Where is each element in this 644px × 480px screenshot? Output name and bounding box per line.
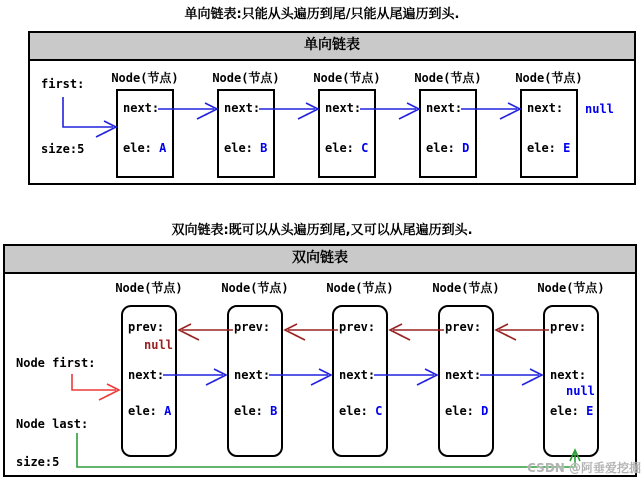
doubly-node-4 <box>438 305 494 457</box>
singly-node-1 <box>116 89 174 178</box>
ele-field: ele: E <box>550 404 594 418</box>
prev-field: prev: <box>339 320 376 334</box>
ele-value: B <box>260 141 268 155</box>
ele-value: A <box>159 141 167 155</box>
singly-node-3 <box>318 89 376 178</box>
singly-list-panel <box>28 31 636 185</box>
next-field: next: <box>325 101 362 115</box>
ele-field: ele: C <box>339 404 383 418</box>
ele-value: A <box>164 404 172 418</box>
next-field: next: <box>339 368 376 382</box>
node-title: Node(节点) <box>537 281 605 295</box>
node-first-label: Node first: <box>16 356 96 370</box>
singly-panel-title: 单向链表 <box>30 33 634 61</box>
singly-node-2 <box>217 89 275 178</box>
doubly-caption: 双向链表:既可以从头遍历到尾,又可以从尾遍历到头. <box>171 223 473 238</box>
node-title: Node(节点) <box>111 71 179 85</box>
ele-value: E <box>586 404 594 418</box>
next-field: next: <box>234 368 271 382</box>
ele-field: ele: B <box>224 141 268 155</box>
node-title: Node(节点) <box>212 71 280 85</box>
next-field: next: <box>426 101 463 115</box>
next-field: next: <box>550 368 587 382</box>
ele-field: ele: D <box>445 404 489 418</box>
node-title: Node(节点) <box>313 71 381 85</box>
singly-node-5 <box>520 89 578 178</box>
first-pointer-label: first: <box>41 77 85 91</box>
singly-node-4 <box>419 89 477 178</box>
ele-field: ele: A <box>123 141 167 155</box>
doubly-panel-title: 双向链表 <box>5 246 635 274</box>
doubly-node-3 <box>332 305 388 457</box>
prev-field: prev: <box>445 320 482 334</box>
doubly-node-1 <box>121 305 177 457</box>
size-label: size:5 <box>41 142 85 156</box>
csdn-watermark: CSDN @阿垂爱挖掘 <box>527 461 641 475</box>
size-label: size:5 <box>16 455 60 469</box>
next-field: next: <box>128 368 165 382</box>
ele-value: B <box>270 404 278 418</box>
ele-field: ele: E <box>527 141 571 155</box>
node-title: Node(节点) <box>115 281 183 295</box>
ele-value: D <box>481 404 489 418</box>
node-title: Node(节点) <box>326 281 394 295</box>
node-title: Node(节点) <box>414 71 482 85</box>
doubly-node-5 <box>543 305 599 457</box>
doubly-list-panel <box>3 244 637 477</box>
prev-field: prev: <box>128 320 165 334</box>
prev-field: prev: <box>550 320 587 334</box>
next-field: next: <box>527 101 564 115</box>
singly-caption: 单向链表:只能从头遍历到尾/只能从尾遍历到头. <box>184 7 460 22</box>
next-field: next: <box>224 101 261 115</box>
ele-field: ele: C <box>325 141 369 155</box>
ele-field: ele: A <box>128 404 172 418</box>
prev-field: prev: <box>234 320 271 334</box>
ele-value: D <box>462 141 470 155</box>
ele-field: ele: D <box>426 141 470 155</box>
node-title: Node(节点) <box>515 71 583 85</box>
ele-field: ele: B <box>234 404 278 418</box>
next-field: next: <box>445 368 482 382</box>
ele-value: C <box>375 404 383 418</box>
ele-value: E <box>563 141 571 155</box>
node-title: Node(节点) <box>221 281 289 295</box>
next-field: next: <box>123 101 160 115</box>
tail-null-label: null <box>585 102 614 116</box>
prev-null-label: null <box>144 338 173 352</box>
node-title: Node(节点) <box>432 281 500 295</box>
ele-value: C <box>361 141 369 155</box>
doubly-node-2 <box>227 305 283 457</box>
node-last-label: Node last: <box>16 417 89 431</box>
next-null-label: null <box>566 384 595 398</box>
